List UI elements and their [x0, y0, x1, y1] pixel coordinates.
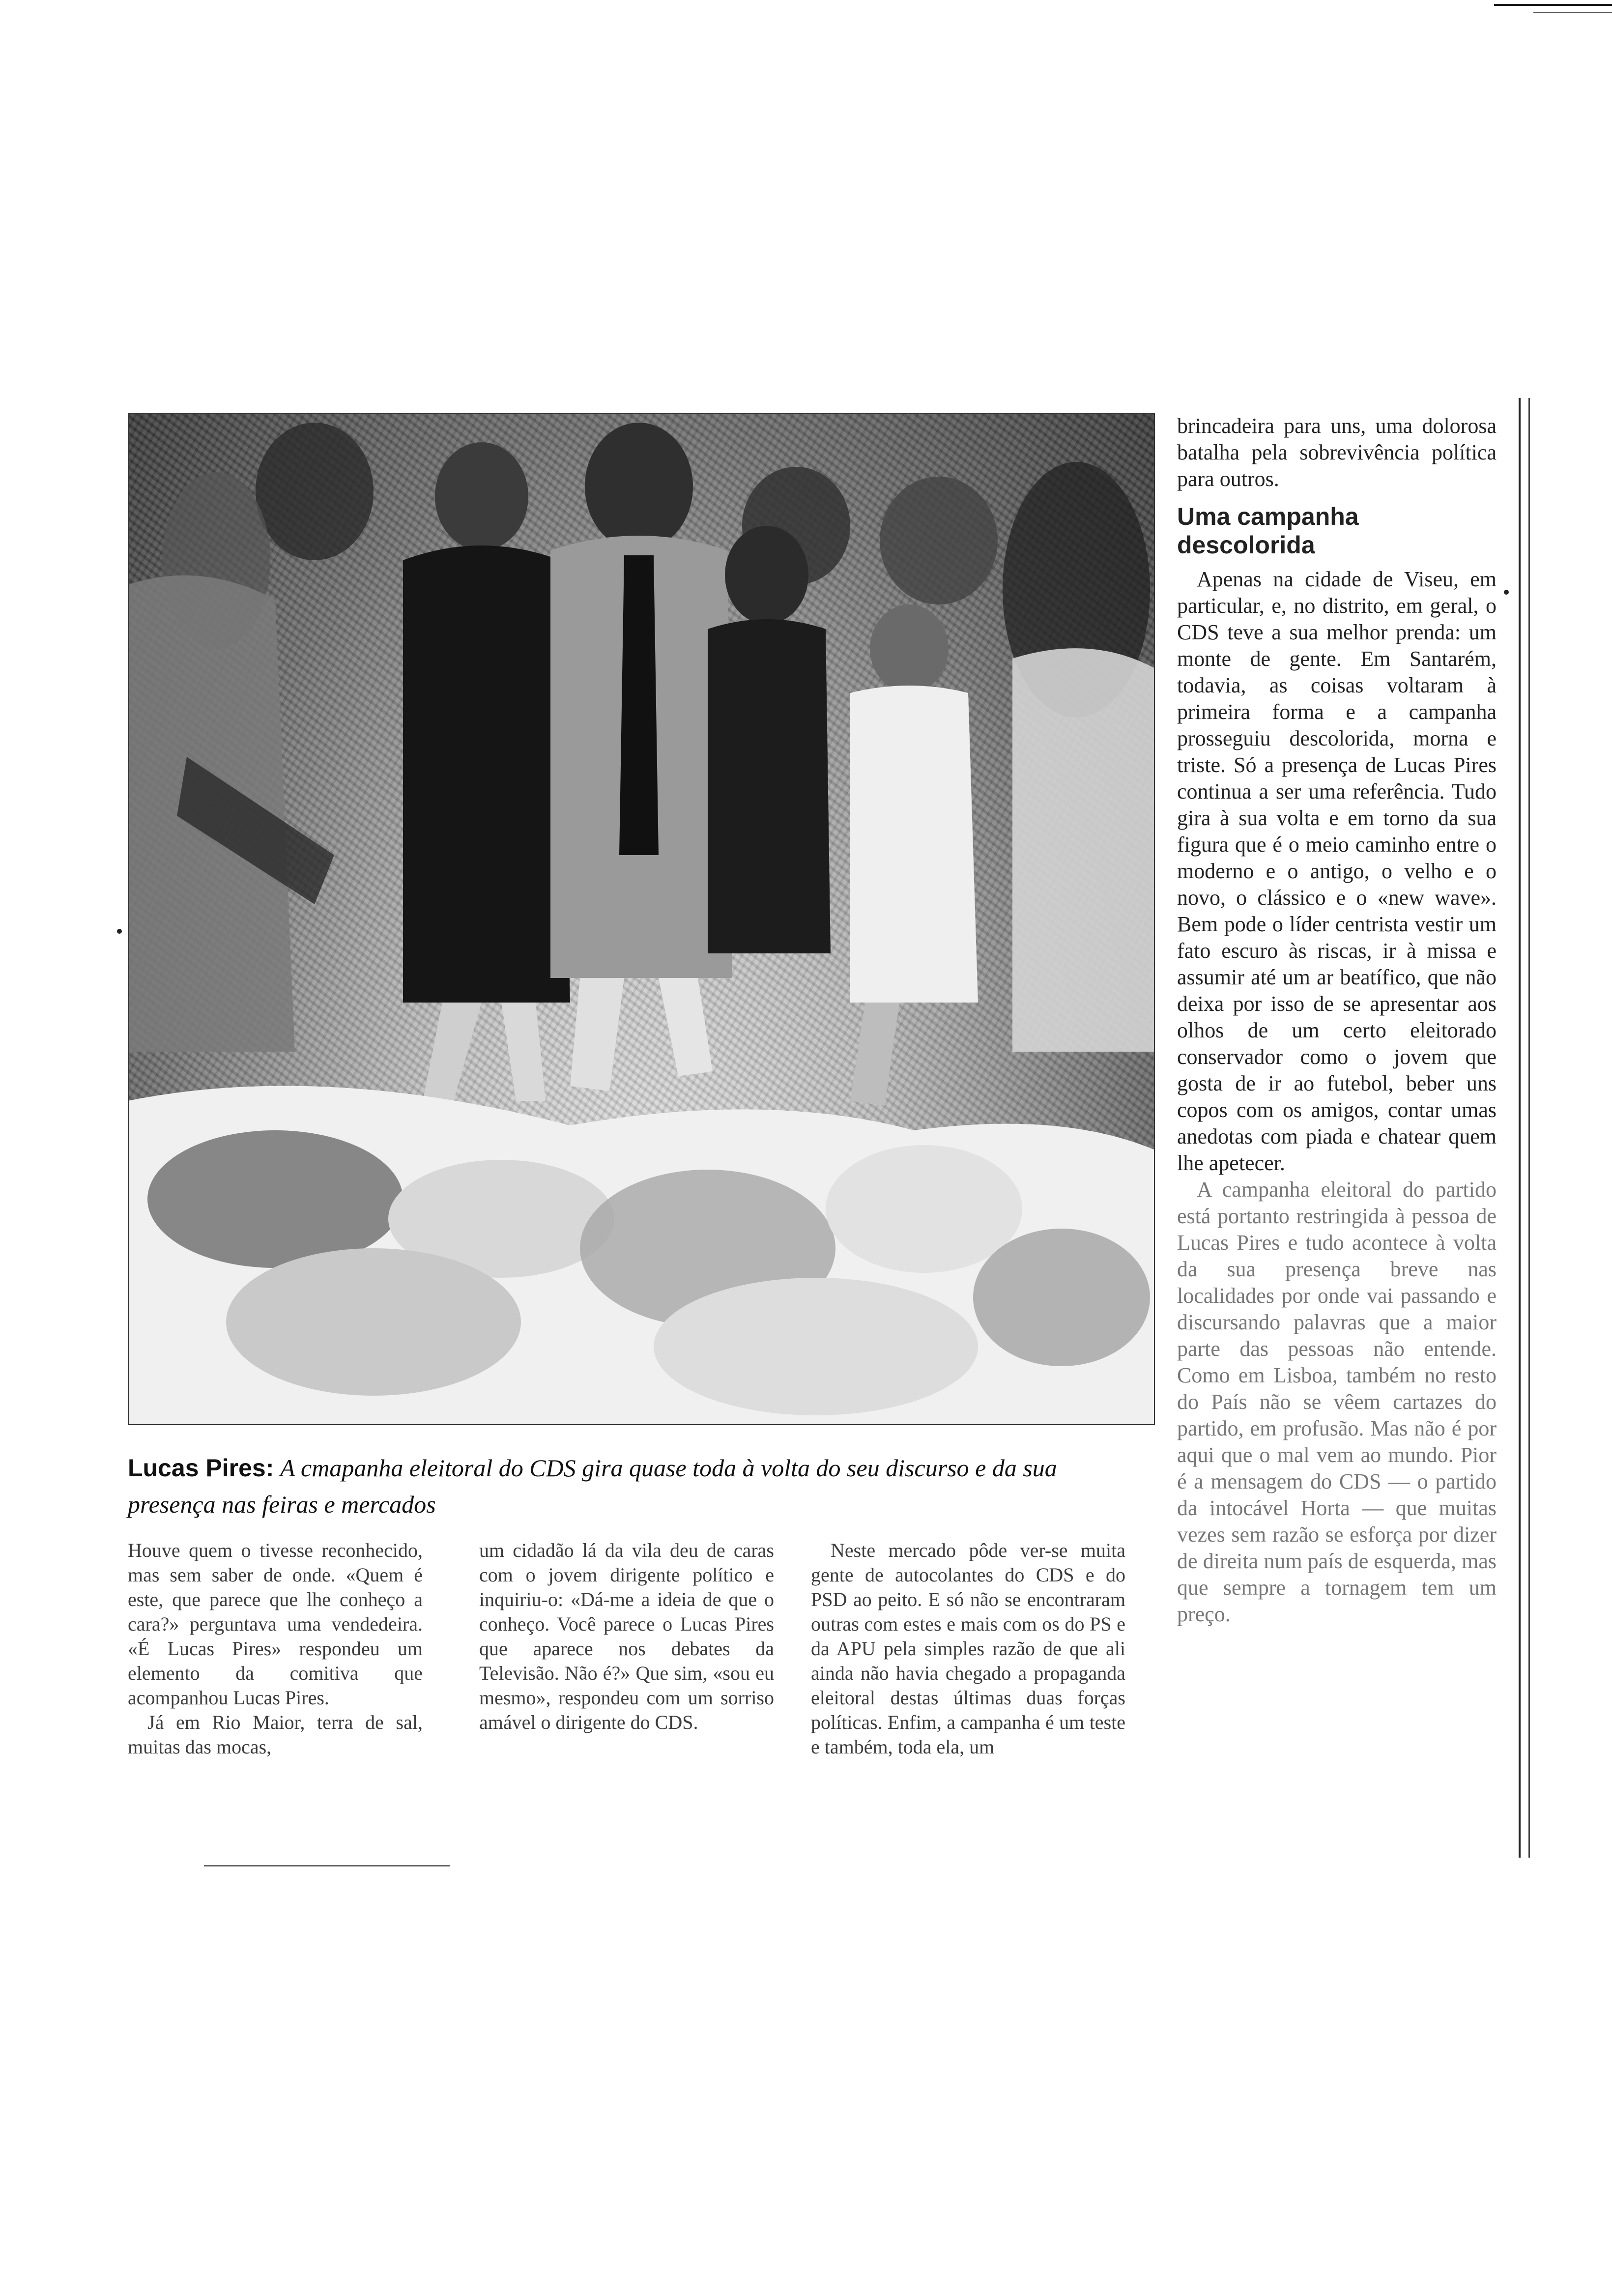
print-speck — [117, 929, 122, 934]
article-paragraph: Já em Rio Maior, terra de sal, muitas das mocas, — [128, 1711, 423, 1758]
article-paragraph: um cidadão lá da vila deu de caras com o jovem dirigente político e inquiriu-o: «Dá-me a ideia de que o conheço. Você parece o Lucas Pires que aparece nos debates da Televisão. Não é?» Que sim, «sou eu mesmo», respondeu com um sorriso amável o dirigente do CDS. — [479, 1539, 774, 1733]
top-edge-rule — [1494, 4, 1612, 6]
right-paragraph: A campanha eleitoral do partido está portanto restringida à pessoa de Lucas Pires e tudo acontece à volta da sua presença breve nas localidades por onde vai passando e discursando palavras que a maior parte das pessoas não entende. Como em Lisboa, também no resto do País não se vêem cartazes do partido, em profusão. Mas não é por aqui que o mal vem ao mundo. Pior é a mensagem do CDS — o partido da intocável Horta — que muitas vezes sem razão se esforça por dizer de direita num país de esquerda, mas que sempre a tornagem tem um preço. — [1177, 1177, 1497, 1626]
right-column — [1177, 413, 1497, 1628]
section-heading-line-2: descolorida — [1177, 531, 1315, 559]
column-rule-secondary — [1528, 398, 1530, 1858]
article-column-1 — [128, 1538, 423, 1759]
article-column-3 — [811, 1538, 1125, 1759]
caption-text: A cmapanha eleitoral do CDS gira quase toda à volta do seu discurso e da sua presença nas feiras e mercados — [128, 1454, 1057, 1518]
section-heading — [1177, 502, 1497, 559]
news-photo — [128, 413, 1155, 1425]
section-heading-line-1: Uma campanha — [1177, 503, 1359, 530]
right-intro: brincadeira para uns, uma dolorosa batalha pela sobrevivência política para outros. — [1177, 414, 1497, 491]
article-paragraph: Neste mercado pôde ver-se muita gente de autocolantes do CDS e do PSD ao peito. E só não se encontraram outras com estes e mais com os do PS e da APU pela simples razão de que ali ainda não havia chegado a propaganda eleitoral destas últimas duas forças políticas. Enfim, a campanha é um teste e também, toda ela, um — [811, 1539, 1125, 1758]
right-paragraph: Apenas na cidade de Viseu, em particular, e, no distrito, em geral, o CDS teve a sua melhor prenda: um monte de gente. Em Santarém, todavia, as coisas voltaram à primeira forma e a campanha prosseguiu descolorida, morna e triste. Só a presença de Lucas Pires continua a ser uma referência. Tudo gira à sua volta e em torno da sua figura que é o meio caminho entre o moderno e o antigo, o velho e o novo, o clássico e o «new wave». Bem pode o líder centrista vestir um fato escuro às riscas, ir à missa e assumir até um ar beatífico, que não deixa por isso de se apresentar aos olhos de um certo eleitorado conservador como o jovem que gosta de ir ao futebol, beber uns copos com os amigos, contar umas anedotas com piada e chatear quem lhe apetecer. — [1177, 567, 1497, 1175]
article-paragraph: Houve quem o tivesse reconhecido, mas sem saber de onde. «Quem é este, que parece que lhe conheço a cara?» perguntava uma vendedeira. «É Lucas Pires» respondeu um elemento da comitiva que acompanhou Lucas Pires. — [128, 1539, 423, 1709]
article-column-2 — [479, 1538, 774, 1735]
photo-illustration — [128, 413, 1155, 1425]
column-rule — [1519, 398, 1521, 1858]
print-speck — [1504, 590, 1509, 595]
bottom-rule — [204, 1865, 450, 1866]
top-edge-rule-secondary — [1533, 12, 1612, 13]
caption-lead: Lucas Pires: — [128, 1454, 274, 1482]
photo-caption — [128, 1450, 1150, 1522]
